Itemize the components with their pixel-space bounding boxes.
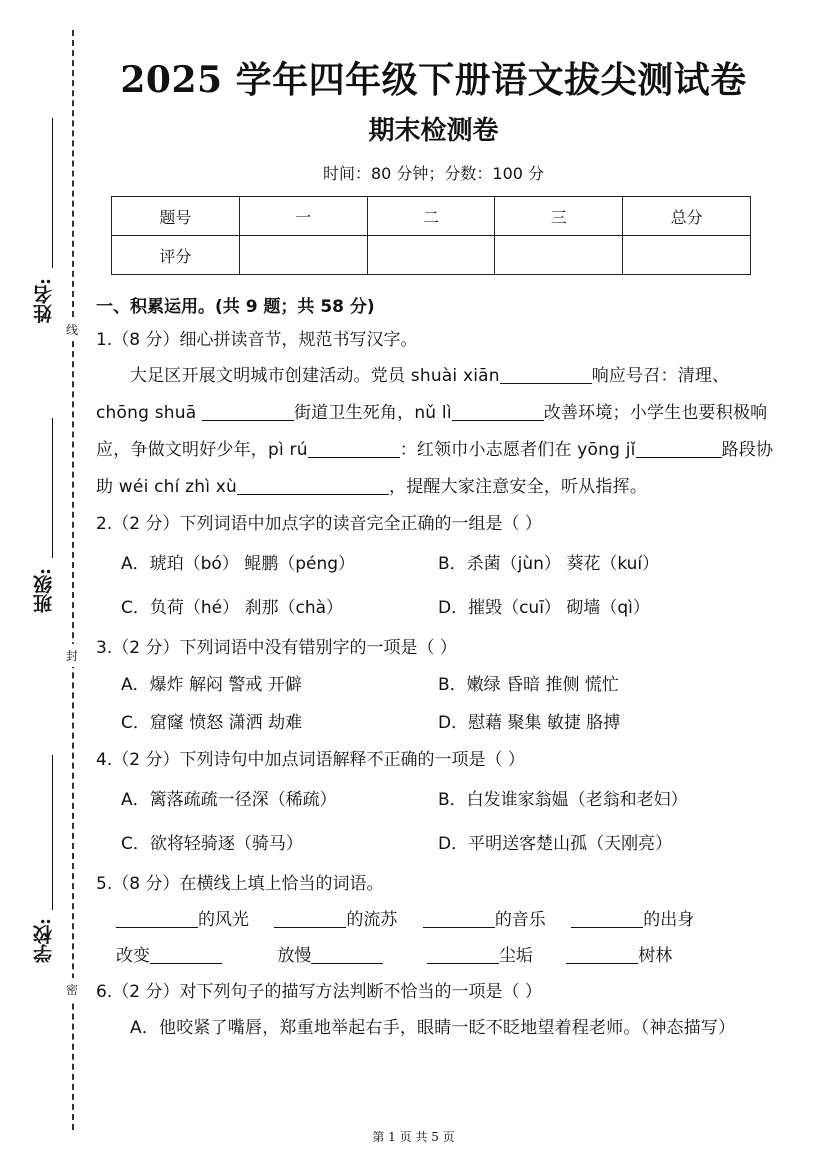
question-4-options-row — [96, 822, 776, 866]
binding-word-secret: 密 — [66, 978, 78, 1001]
option-d[interactable]: D．慰藉 聚集 敏捷 胳搏 — [438, 713, 621, 733]
name-label: 姓名: — [33, 278, 55, 324]
question-6-option-a[interactable]: A．他咬紧了嘴唇，郑重地举起右手，眼睛一眨不眨地望着程老师。（神态描写） — [130, 1018, 736, 1038]
fill-blank[interactable] — [311, 944, 383, 964]
fill-blank[interactable] — [116, 908, 198, 928]
fill-item — [274, 902, 397, 938]
question-3-stem: 3.（2 分）下列词语中没有错别字的一项是（ ） — [96, 638, 457, 658]
option-a[interactable]: A．爆炸 解闷 警戒 开僻 — [121, 675, 302, 695]
question-6-stem: 6.（2 分）对下列句子的描写方法判断不恰当的一项是（ ） — [96, 982, 542, 1002]
question-1-stem: 1.（8 分）细心拼读音节，规范书写汉字。 — [96, 330, 418, 350]
score-table-score-row — [112, 236, 751, 275]
option-a[interactable]: A．琥珀（bó） 鲲鹏（péng） — [121, 554, 356, 574]
q1-blank-2[interactable] — [202, 401, 294, 421]
fill-item — [427, 938, 533, 974]
question-5-stem: 5.（8 分）在横线上填上恰当的词语。 — [96, 874, 384, 894]
exam-content — [96, 292, 776, 1047]
option-b[interactable]: B．白发谁家翁媪（老翁和老妇） — [438, 790, 688, 810]
score-cell: 一 — [239, 197, 367, 236]
option-c[interactable]: C．负荷（hé） 刹那（chà） — [121, 598, 344, 618]
question-2-options-row — [96, 542, 776, 586]
fill-blank[interactable] — [150, 944, 222, 964]
question-2-stem: 2.（2 分）下列词语中加点字的读音完全正确的一组是（ ） — [96, 514, 542, 534]
option-c[interactable]: C．窟窿 愤怒 潇洒 劫难 — [121, 713, 303, 733]
option-b[interactable]: B．杀菌（jùn） 葵花（kuí） — [438, 554, 660, 574]
name-field[interactable] — [52, 118, 53, 268]
q1-blank-3[interactable] — [452, 401, 544, 421]
binding-dashed-line — [72, 30, 74, 1130]
q1-text: 大足区开展文明城市创建活动。党员 shuài xiān — [130, 366, 500, 386]
question-5-row-2 — [96, 938, 776, 974]
fill-suffix: 的出身 — [643, 910, 695, 930]
score-cell: 题号 — [112, 197, 240, 236]
q1-blank-6[interactable] — [237, 475, 389, 495]
option-d[interactable]: D．摧毁（cuī） 砌墙（qì） — [438, 598, 650, 618]
exam-meta: 时间：80 分钟；分数：100 分 — [322, 164, 545, 183]
fill-item — [423, 902, 546, 938]
question-3-options-row — [96, 704, 776, 742]
exam-subtitle: 期末检测卷 — [368, 116, 499, 146]
fill-blank[interactable] — [566, 944, 638, 964]
score-table — [111, 196, 751, 275]
question-2-options-row — [96, 586, 776, 630]
exam-title: 2025 学年四年级下册语文拔尖测试卷 — [120, 59, 747, 101]
fill-item — [277, 938, 383, 974]
score-input-cell[interactable] — [623, 236, 751, 275]
score-table-header-row — [112, 197, 751, 236]
fill-prefix: 放慢 — [277, 946, 312, 966]
q1-text: 响应号召：清理、chōng shuā — [96, 366, 730, 423]
fill-suffix: 树林 — [638, 946, 673, 966]
score-input-cell[interactable] — [367, 236, 495, 275]
score-cell: 总分 — [623, 197, 751, 236]
fill-blank[interactable] — [423, 908, 495, 928]
fill-suffix: 的音乐 — [494, 910, 546, 930]
fill-item — [566, 938, 672, 974]
school-field[interactable] — [52, 755, 53, 910]
question-3-options-row — [96, 666, 776, 704]
option-c[interactable]: C．欲将轻骑逐（骑马） — [121, 834, 303, 854]
option-a[interactable]: A．篱落疏疏一径深（稀疏） — [121, 790, 337, 810]
option-b[interactable]: B．嫩绿 昏暗 推侧 慌忙 — [438, 675, 619, 695]
fill-suffix: 尘垢 — [498, 946, 533, 966]
option-d[interactable]: D．平明送客楚山孤（天刚亮） — [438, 834, 673, 854]
binding-word-seal: 封 — [66, 644, 78, 667]
fill-item — [116, 938, 222, 974]
fill-suffix: 的流苏 — [346, 910, 398, 930]
section-heading: 一、积累运用。(共 9 题；共 58 分) — [96, 297, 375, 317]
class-field[interactable] — [52, 418, 53, 558]
fill-prefix: 改变 — [116, 946, 150, 966]
q1-text: 路段协助 wéi chí zhì xù — [96, 440, 774, 497]
fill-suffix: 的风光 — [198, 910, 249, 930]
score-input-cell[interactable] — [239, 236, 367, 275]
question-4-options-row — [96, 778, 776, 822]
score-input-cell[interactable] — [495, 236, 623, 275]
q1-text: ：红领巾小志愿者们在 yōng jǐ — [399, 440, 636, 460]
question-4-stem: 4.（2 分）下列诗句中加点词语解释不正确的一项是（ ） — [96, 750, 525, 770]
score-cell: 三 — [495, 197, 623, 236]
fill-item — [571, 902, 694, 938]
q1-blank-1[interactable] — [500, 364, 592, 384]
class-label: 班级: — [33, 568, 55, 614]
fill-blank[interactable] — [427, 944, 499, 964]
score-cell: 二 — [367, 197, 495, 236]
question-1-passage — [96, 358, 776, 506]
q1-blank-4[interactable] — [308, 438, 400, 458]
binding-word-line: 线 — [66, 318, 78, 341]
score-cell: 评分 — [112, 236, 240, 275]
page-footer: 第 1 页 共 5 页 — [372, 1130, 455, 1144]
q1-text: ，提醒大家注意安全，听从指挥。 — [389, 477, 648, 497]
question-5-row-1 — [96, 902, 776, 938]
school-label: 学校: — [33, 918, 55, 964]
q1-text: 街道卫生死角，nǔ lì — [293, 403, 452, 423]
q1-blank-5[interactable] — [636, 438, 722, 458]
fill-item — [116, 902, 249, 938]
fill-blank[interactable] — [274, 908, 346, 928]
q1-text: 改善环境；小学生也要积极响应，争做文明好少年，pì rú — [96, 403, 768, 460]
fill-blank[interactable] — [571, 908, 643, 928]
